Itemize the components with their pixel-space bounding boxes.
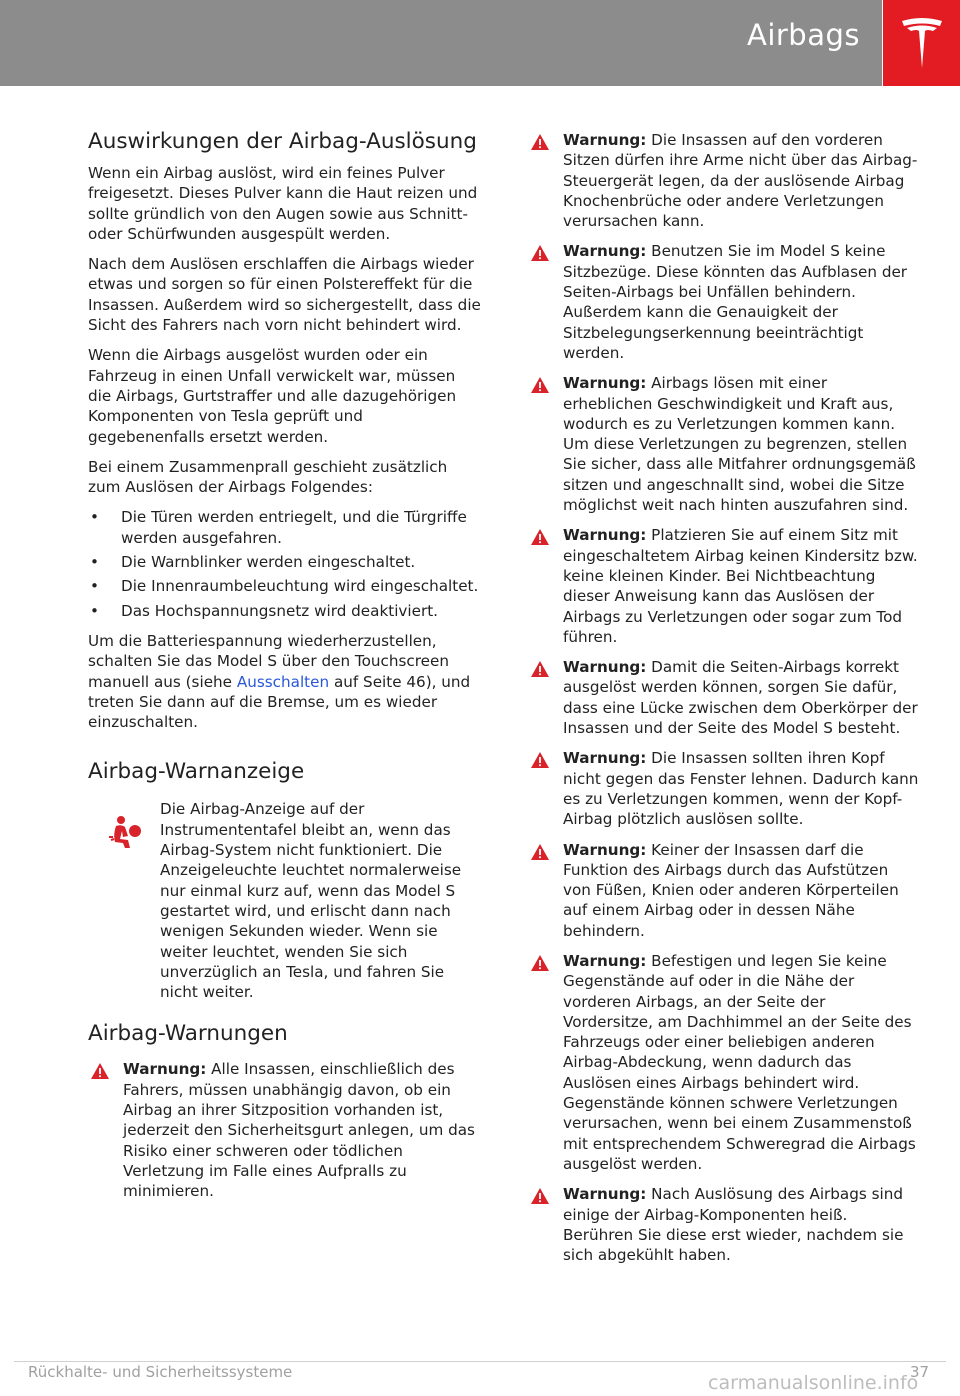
- warning-text: Nach Auslösung des Airbags sind einige der Airbag-Komponenten heiß. Berühren Sie diese erst wieder, nachdem sie sich abgekühlt haben.: [563, 1185, 904, 1265]
- warning-triangle-icon: [530, 528, 550, 546]
- footer-divider: [14, 1361, 946, 1362]
- warning-item: [528, 1184, 920, 1265]
- warning-label: Warnung:: [563, 131, 647, 149]
- warning-triangle-icon: [530, 376, 550, 394]
- warning-triangle-icon: [530, 1187, 550, 1205]
- paragraph: Bei einem Zusammenprall geschieht zusätzlich zum Auslösen der Airbags Folgendes:: [88, 457, 448, 497]
- warning-item: [528, 840, 920, 941]
- list-item: • Die Innenraumbeleuchtung wird eingeschaltet.: [88, 576, 483, 596]
- warning-label: Warnung:: [563, 951, 647, 970]
- warning-triangle-icon: [530, 954, 550, 972]
- section-heading-effects: Auswirkungen der Airbag-Auslösung: [88, 129, 477, 154]
- warning-triangle-icon: [530, 660, 550, 678]
- warning-text: Die Insassen auf den vorderen Sitzen dürfen ihre Arme nicht über das Airbag-Steuergerät legen, da der auslösende Airbag Knochenbrüche oder andere Verletzungen verursachen kann.: [563, 131, 918, 231]
- warning-item: [528, 525, 920, 647]
- warning-label: Warnung:: [563, 1185, 647, 1204]
- list-item: • Die Warnblinker werden eingeschaltet.: [88, 552, 483, 572]
- warning-text: Die Insassen sollten ihren Kopf nicht gegen das Fenster lehnen. Dadurch kann es zu Verletzungen kommen, wenn der Kopf-Airbag plötzlich auslösen sollte.: [563, 749, 919, 829]
- warning-text: Damit die Seiten-Airbags korrekt ausgelöst werden können, sorgen Sie dafür, dass eine Lücke zwischen dem Oberkörper der Insassen und der Seite des Model S besteht.: [563, 658, 918, 738]
- warning-item: [528, 130, 920, 231]
- watermark: carmanualsonline.info: [708, 1372, 919, 1394]
- section-heading-warnings: Airbag-Warnungen: [88, 1021, 288, 1047]
- warning-label: Warnung:: [563, 374, 647, 393]
- text: Um die Batteriespannung wiederherzustellen, schalten Sie das Model S über den Touchscreen manuell aus (siehe: [88, 631, 449, 691]
- page-number: 37: [910, 1363, 930, 1381]
- page-title: Airbags: [746, 18, 860, 52]
- warning-text: Befestigen und legen Sie keine Gegenstände auf oder in die Nähe der vorderen Airbags, an der Seite der Vordersitze, am Dachhimmel an der Seite des Fahrzeugs oder einer beliebigen anderen Airbag-Abdeckung, wenn dadurch das Auslösen eines Airbags behindert wird. Gegenstände können schwere Verletzungen verursachen, wenn bei einem Zusammenstoß mit entsprechendem Schweregrad die Airbags ausgelöst werden.: [563, 951, 916, 1173]
- section-heading-indicator: Airbag-Warnanzeige: [88, 759, 305, 785]
- list-item: • Die Türen werden entriegelt, und die Türgriffe werden ausgefahren.: [88, 507, 483, 548]
- left-column: [88, 128, 483, 1211]
- warning-item: [528, 373, 920, 515]
- warning-label: Warnung:: [563, 526, 647, 545]
- tesla-logo: [883, 0, 960, 86]
- warning-item: [528, 241, 920, 363]
- warning-item: [528, 951, 920, 1174]
- warning-triangle-icon: [90, 1062, 110, 1080]
- paragraph: [88, 631, 483, 732]
- warning-item: [88, 1059, 483, 1201]
- warning-text: Keiner der Insassen darf die Funktion des Airbags durch das Aufstützen von Füßen, Knien oder anderen Körperteilen auf einem Airbag oder in dessen Nähe behindern.: [563, 840, 899, 940]
- bullet-list: [88, 507, 483, 620]
- warning-triangle-icon: [530, 133, 550, 151]
- warning-triangle-icon: [530, 751, 550, 769]
- warning-text: Benutzen Sie im Model S keine Sitzbezüge. Diese könnten das Aufblasen der Seiten-Airbags bei Unfällen behindern. Außerdem kann die Genauigkeit der Sitzbelegungserkennung beeinträchtigt werden.: [563, 242, 908, 362]
- paragraph: Wenn die Airbags ausgelöst wurden oder ein Fahrzeug in einen Unfall verwickelt war, müssen die Airbags, Gurtstraffer und alle dazugehörigen Komponenten von Tesla geprüft und gegebenenfalls ersetzt werden.: [88, 346, 457, 446]
- warning-label: Warnung:: [563, 840, 647, 859]
- airbag-indicator-block: [88, 799, 483, 1002]
- paragraph: Wenn ein Airbag auslöst, wird ein feines Pulver freigesetzt. Dieses Pulver kann die Haut reizen und sollte gründlich von den Augen sowie aus Schnitt- oder Schürfwunden ausgespült werden.: [88, 164, 478, 243]
- warning-label: Warnung:: [563, 749, 647, 768]
- warning-text: Airbags lösen mit einer erheblichen Geschwindigkeit und Kraft aus, wodurch es zu Verletzungen kommen kann. Um diese Verletzungen zu begrenzen, stellen Sie sicher, dass alle Mitfahrer ordnungsgemäß sitzen und angeschnallt sind, wobei die Sitze möglichst weit nach hinten auszufahren sind.: [563, 374, 916, 515]
- warning-label: Warnung:: [123, 1060, 207, 1079]
- indicator-text: Die Airbag-Anzeige auf der Instrumententafel bleibt an, wenn das Airbag-System nicht funktioniert. Die Anzeigeleuchte leuchtet normalerweise nur einmal kurz auf, wenn das Model S gestartet wird, und erlischt dann nach wenigen Sekunden wieder. Wenn sie weiter leuchtet, wenden Sie sich unverzüglich an Tesla, und fahren Sie nicht weiter.: [160, 800, 462, 1002]
- paragraph: Nach dem Auslösen erschlaffen die Airbags wieder etwas und sorgen so für einen Polstereffekt für die Insassen. Außerdem wird so sichergestellt, dass die Sicht des Fahrers nach vorn nicht behindert wird.: [88, 255, 481, 335]
- list-item: • Das Hochspannungsnetz wird deaktiviert.: [88, 601, 483, 621]
- warning-text: Platzieren Sie auf einem Sitz mit eingeschaltetem Airbag keinen Kindersitz bzw. keine kleinen Kinder. Bei Nichtbeachtung dieser Anweisung kann das Auslösen der Airbags zu Verletzungen oder sogar zum Tod führen.: [563, 526, 918, 646]
- warning-triangle-icon: [530, 244, 550, 262]
- text: auf Seite 46), und treten Sie dann auf die Bremse, um es wieder einzuschalten.: [88, 672, 471, 732]
- warning-label: Warnung:: [563, 658, 647, 677]
- footer-section-name: Rückhalte- und Sicherheitssysteme: [28, 1363, 293, 1381]
- tesla-logo-icon: [899, 16, 945, 70]
- airbag-warning-icon: [108, 815, 142, 849]
- link-ausschalten[interactable]: Ausschalten: [236, 672, 330, 691]
- warning-item: [528, 657, 920, 738]
- warning-item: [528, 748, 920, 829]
- warning-text: Alle Insassen, einschließlich des Fahrers, müssen unabhängig davon, ob ein Airbag an ihrer Sitzposition vorhanden ist, jederzeit den Sicherheitsgurt anlegen, um das Risiko einer schweren oder tödlichen Verletzung im Falle eines Aufpralls zu minimieren.: [123, 1060, 475, 1201]
- warning-triangle-icon: [530, 843, 550, 861]
- warning-label: Warnung:: [563, 242, 647, 261]
- right-column: [528, 130, 920, 1275]
